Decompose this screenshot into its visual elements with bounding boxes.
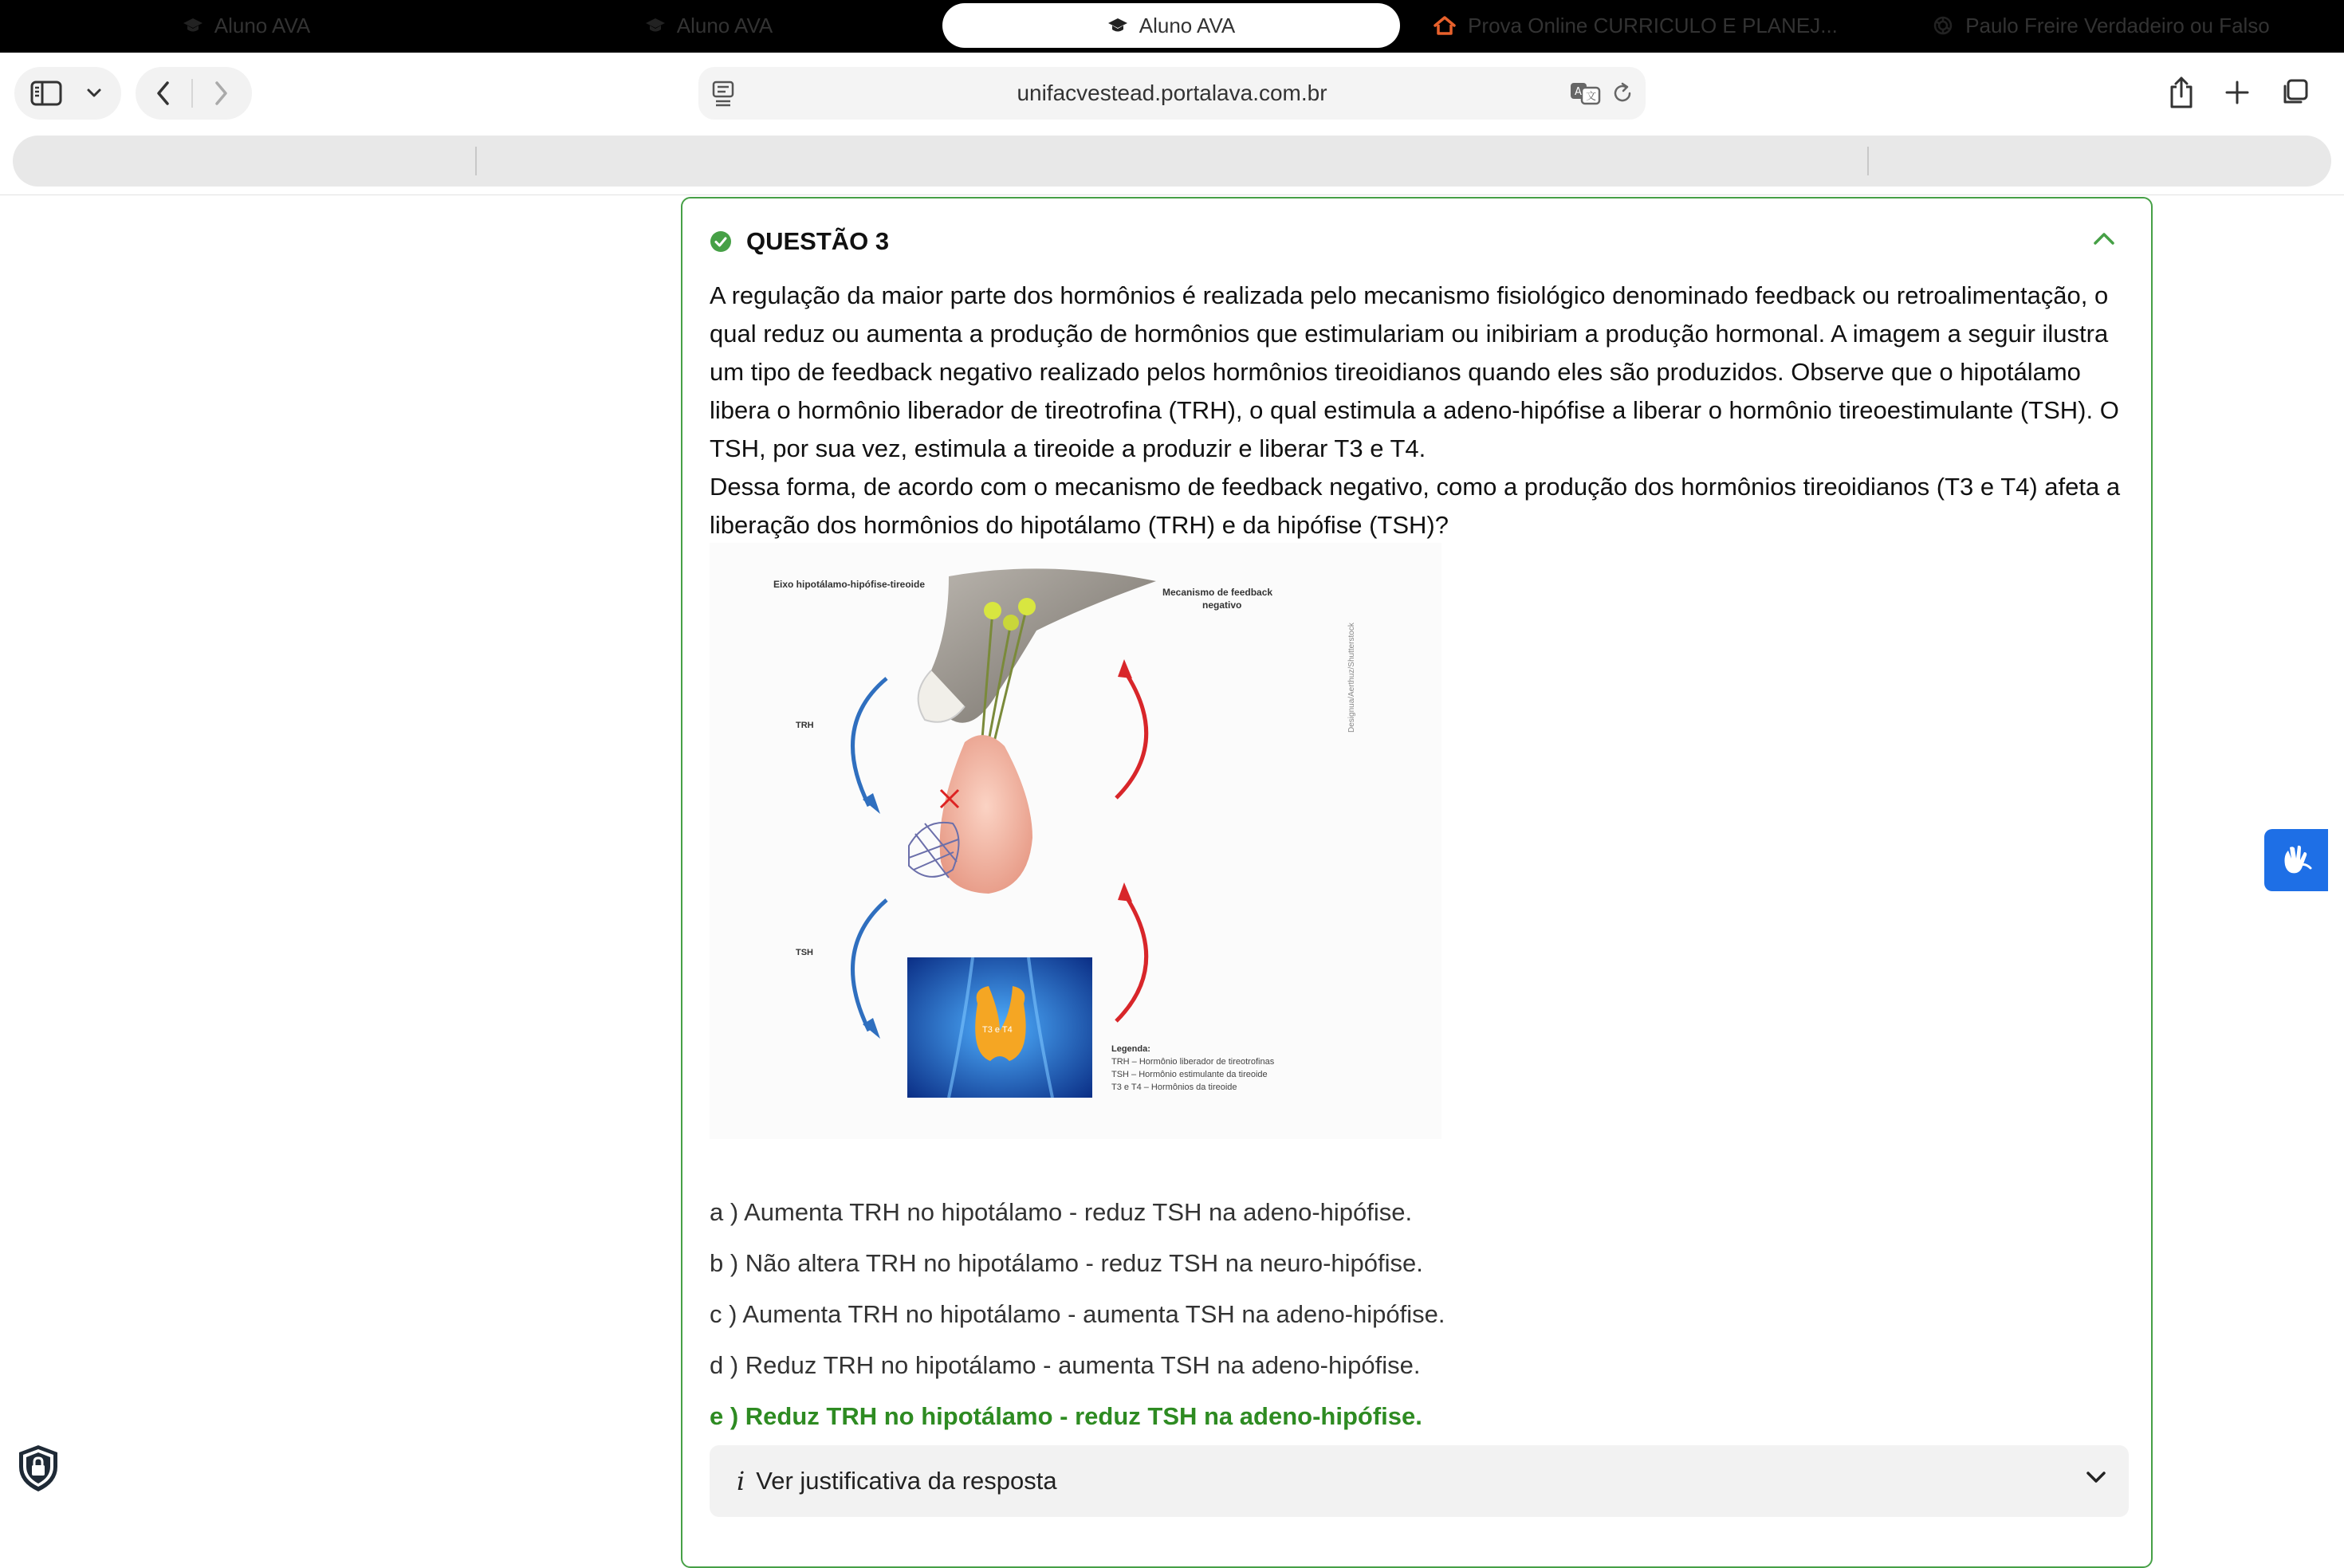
sidebar-toggle-button[interactable] [14, 67, 78, 120]
answer-option-a[interactable]: a ) Aumenta TRH no hipotálamo - reduz TSH na adeno-hipófise. [710, 1198, 1413, 1226]
chevron-down-icon [86, 88, 102, 99]
figure-legend-item: TRH – Hormônio liberador de tireotrofinas [1111, 1057, 1275, 1067]
figure-legend-item: T3 e T4 – Hormônios da tireoide [1111, 1083, 1237, 1092]
sidebar-icon [30, 81, 62, 106]
figure-credit: Designua/Aerthuz/Shutterstock [1347, 623, 1356, 733]
tab-groups-dropdown-button[interactable] [78, 67, 110, 120]
figure-title: Eixo hipotálamo-hipófise-tireoide [773, 579, 926, 590]
info-icon: i [737, 1466, 745, 1496]
graduation-cap-icon [645, 17, 666, 34]
plus-icon [2224, 80, 2250, 105]
figure-feedback-label-2: negativo [1202, 599, 1242, 611]
translate-icon[interactable] [1569, 81, 1601, 105]
check-circle-icon [710, 230, 732, 253]
tab-label: Aluno AVA [676, 13, 773, 37]
question-prompt: Dessa forma, de acordo com o mecanismo de feedback negativo, como a produção dos hormônios tireoidianos (T3 e T4) afeta a liberação dos hormônios do hipotálamo (TRH) e da hipófise (TSH)? [710, 473, 2121, 539]
svg-text:A: A [1575, 86, 1582, 98]
sign-language-icon [2277, 841, 2315, 879]
sidebar-toggle-group [14, 67, 121, 120]
view-justification-button[interactable] [710, 1445, 2129, 1517]
tab-separator [1867, 147, 1869, 175]
neuron-body [1018, 598, 1036, 615]
tab-overview-icon [2280, 78, 2309, 107]
graduation-cap-icon [183, 17, 203, 34]
share-icon [2168, 76, 2195, 109]
share-button[interactable] [2162, 70, 2200, 115]
reload-icon[interactable] [1611, 81, 1634, 105]
answer-option-b[interactable]: b ) Não altera TRH no hipotálamo - reduz TSH na neuro-hipófise. [710, 1249, 1423, 1277]
tab-separator [475, 147, 477, 175]
collapse-question-button[interactable] [2092, 230, 2116, 250]
figure-legend-item: TSH – Hormônio estimulante da tireoide [1111, 1070, 1268, 1079]
answer-option-e-correct[interactable]: e ) Reduz TRH no hipotálamo - reduz TSH na adeno-hipófise. [710, 1402, 1422, 1430]
svg-text:文: 文 [1586, 91, 1597, 103]
address-bar[interactable] [698, 67, 1646, 120]
tab-bar [13, 136, 2331, 187]
chevron-left-icon [155, 81, 171, 106]
navigation-group [136, 67, 252, 120]
url-text: unifacvestead.portalava.com.br [1017, 81, 1327, 105]
figure-trh-label: TRH [796, 721, 814, 730]
new-tab-button[interactable] [2218, 73, 2256, 112]
vlibras-accessibility-button[interactable] [2264, 829, 2328, 891]
chevron-down-icon [2084, 1469, 2108, 1485]
question-statement [710, 277, 2137, 544]
tab-aluno-ava-3-active[interactable] [942, 3, 1400, 48]
justification-label: Ver justificativa da resposta [756, 1467, 1057, 1495]
shield-lock-icon [16, 1443, 61, 1494]
tab-aluno-ava-1[interactable] [16, 3, 477, 48]
neuron-body [1003, 615, 1019, 631]
answer-option-d[interactable]: d ) Reduz TRH no hipotálamo - aumenta TSH na adeno-hipófise. [710, 1351, 1421, 1379]
neuron-body [984, 602, 1001, 619]
question-title: QUESTÃO 3 [746, 227, 890, 255]
figure-legend-title: Legenda: [1111, 1044, 1150, 1054]
question-card [681, 197, 2153, 1568]
openai-icon [1932, 14, 1954, 37]
figure-tsh-label: TSH [796, 948, 813, 957]
thyroid-axis-figure [710, 543, 1441, 1139]
tab-aluno-ava-2[interactable] [478, 3, 939, 48]
tab-label: Aluno AVA [1139, 13, 1236, 37]
chevron-right-icon [213, 81, 229, 106]
question-header [710, 227, 889, 256]
tab-label: Prova Online CURRICULO E PLANEJ... [1468, 13, 1838, 37]
back-button[interactable] [136, 67, 191, 120]
answer-options [710, 1187, 2137, 1442]
thyroid-axis-diagram [710, 543, 1441, 1139]
figure-feedback-label-1: Mecanismo de feedback [1162, 587, 1273, 598]
tab-label: Aluno AVA [214, 13, 311, 37]
figure-gland-label: T3 e T4 [982, 1025, 1013, 1035]
tab-paulo-freire[interactable] [1870, 3, 2331, 48]
question-paragraph: A regulação da maior parte dos hormônios é realizada pelo mecanismo fisiológico denominado feedback ou retroalimentação, o qual reduz ou aumenta a produção de hormônios que estimulariam ou inibiriam a produção hormonal. A imagem a seguir ilustra um tipo de feedback negativo realizado pelos hormônios tireoidianos quando eles são produzidos. Observe que o hipotálamo libera o hormônio liberador de tireotrofina (TRH), o qual estimula a adeno-hipófise a liberar o hormônio tireoestimulante (TSH). O TSH, por sua vez, estimula a tireoide a produzir e liberar T3 e T4. [710, 281, 2119, 462]
tab-overview-button[interactable] [2275, 73, 2314, 112]
tab-label: Paulo Freire Verdadeiro ou Falso [1965, 13, 2270, 37]
chevron-up-icon [2092, 230, 2116, 246]
privacy-shield-button[interactable] [16, 1443, 61, 1498]
tab-prova-online[interactable] [1405, 3, 1866, 48]
answer-option-c[interactable]: c ) Aumenta TRH no hipotálamo - aumenta TSH na adeno-hipófise. [710, 1300, 1445, 1328]
graduation-cap-icon [1107, 17, 1128, 34]
house-icon [1433, 15, 1457, 36]
forward-button[interactable] [193, 67, 249, 120]
